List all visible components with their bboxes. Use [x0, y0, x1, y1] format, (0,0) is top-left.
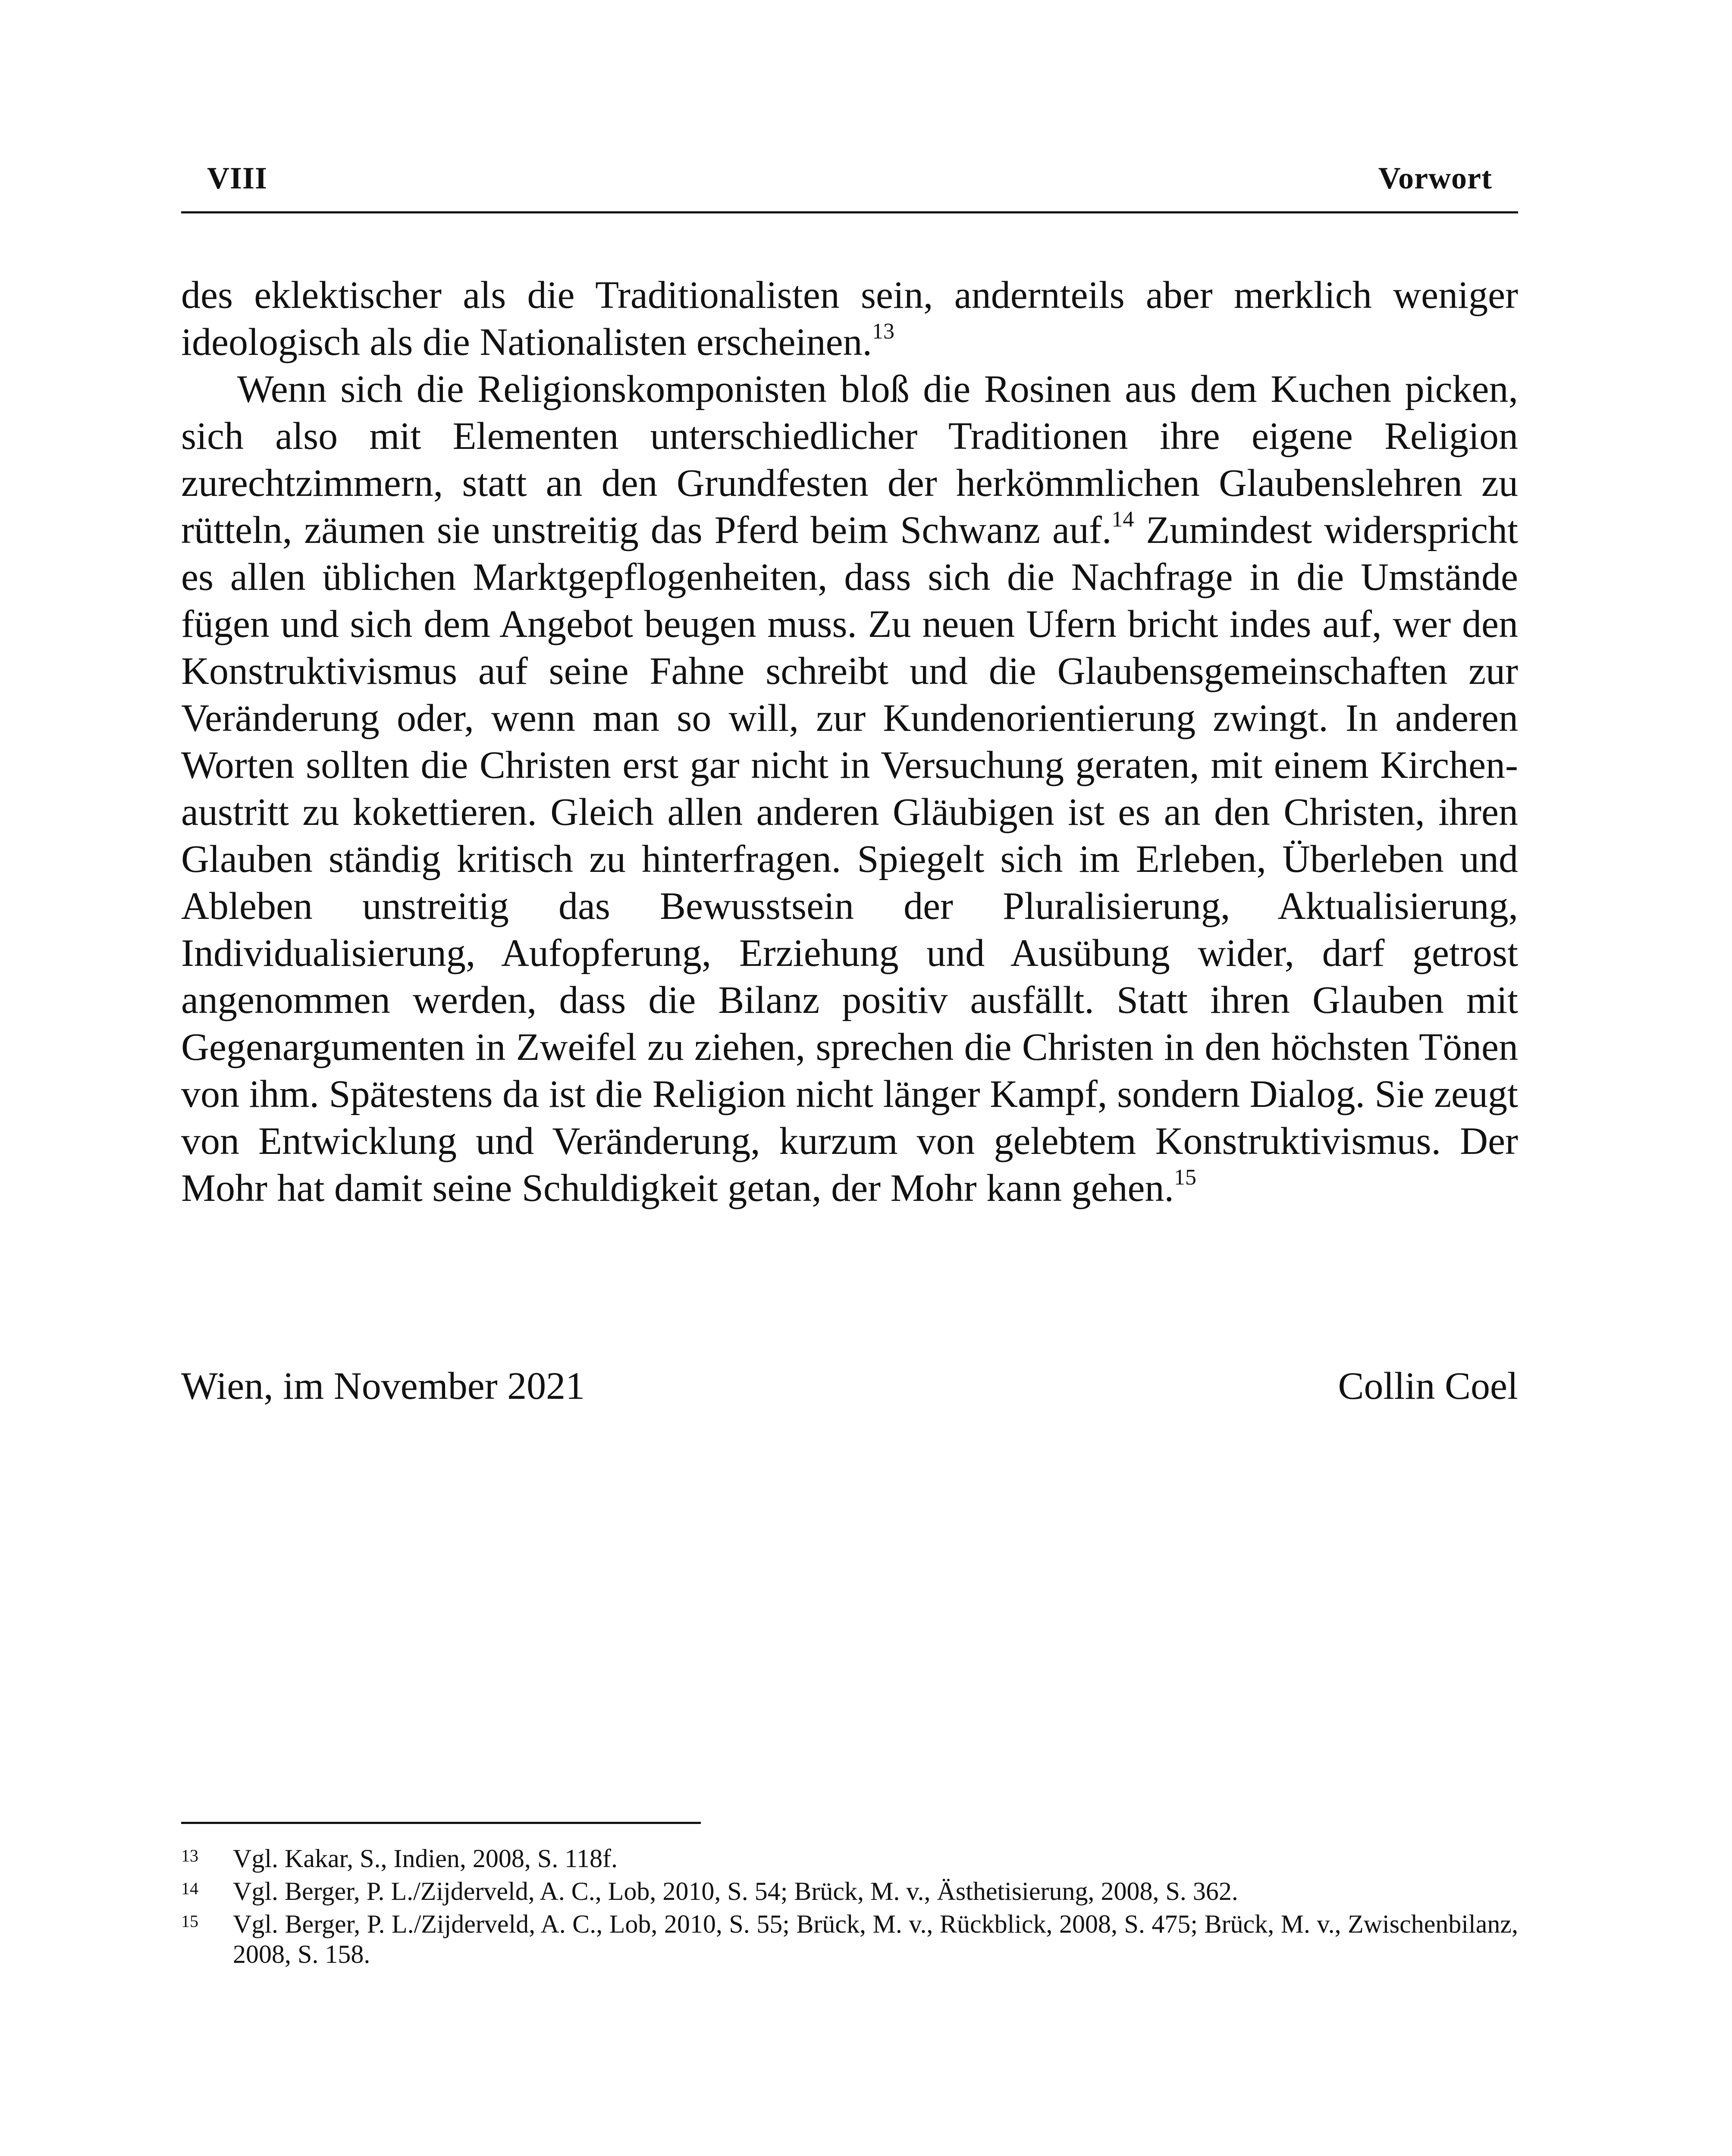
footnote-text: Vgl. Berger, P. L./Zijderveld, A. C., Lob, 2010, S. 54; Brück, M. v., Ästhetisierung, 2008, S. 362. — [233, 1877, 1238, 1905]
paragraph-2-text-a: Wenn sich die Religionskomponisten bloß die Rosinen aus dem Kuchen picken, sich also mit Elementen unterschiedlicher Traditionen ihre eigene Religion zurechtzimmern, statt an den Grundfesten der herkömmlichen Glaubenslehren zu rütteln, zäumen sie unstreitig das Pferd beim Schwanz auf. — [181, 368, 1518, 552]
place-date: Wien, im November 2021 — [181, 1365, 585, 1407]
section-title: Vorwort — [1378, 161, 1492, 195]
paragraph-1-text: des eklektischer als die Traditionalisten sein, andernteils aber merklich weniger ideologisch als die Nationalisten erscheinen. — [181, 274, 1518, 364]
footnotes — [181, 1843, 1518, 1972]
footnote-number: 15 — [181, 1912, 198, 1931]
footnote-number: 14 — [181, 1879, 198, 1898]
footnote-ref-14: 14 — [1111, 507, 1134, 532]
footnote — [181, 1876, 1518, 1906]
body-text — [181, 272, 1518, 1212]
footnote-number: 13 — [181, 1846, 198, 1865]
footnote — [181, 1843, 1518, 1874]
footnote — [181, 1909, 1518, 1969]
paragraph-2 — [181, 366, 1518, 1212]
footnote-ref-13: 13 — [872, 319, 895, 344]
footnote-ref-15: 15 — [1173, 1165, 1196, 1190]
running-header — [181, 160, 1518, 208]
author-name: Collin Coel — [1338, 1365, 1518, 1407]
paragraph-2-text-b: Zumindest widerspricht es allen üblichen Marktgepflogenheiten, dass sich die Nachfrage in die Umstände fügen und sich dem Angebot beugen muss. Zu neuen Ufern bricht indes auf, wer den Konstruktivismus auf seine Fahne schreibt und die Glaubensgemeinschaften zur Veränderung oder, wenn man so will, zur Kundenorientierung zwingt. In anderen Worten sollten die Christen erst gar nicht in Versuchung geraten, mit einem Kirchenaustritt zu kokettieren. Gleich allen anderen Gläubigen ist es an den Christen, ihren Glauben ständig kritisch zu hinterfragen. Spiegelt sich im Erleben, Überleben und Ableben unstreitig das Bewusstsein der Pluralisierung, Aktualisierung, Individualisierung, Aufopferung, Erziehung und Ausübung wider, darf getrost angenommen werden, dass die Bilanz positiv ausfällt. Statt ihren Glauben mit Gegenargumenten in Zweifel zu ziehen, sprechen die Christen in den höchsten Tönen von ihm. Spätestens da ist die Religion nicht länger Kampf, sondern Dialog. Sie zeugt von Entwicklung und Veränderung, kurzum von gelebtem Konstruktivismus. Der Mohr hat damit seine Schuldigkeit getan, der Mohr kann gehen. — [181, 509, 1518, 1210]
page-number: VIII — [207, 161, 268, 195]
paragraph-1 — [181, 272, 1518, 366]
footnote-text: Vgl. Kakar, S., Indien, 2008, S. 118f. — [233, 1844, 618, 1873]
header-rule — [181, 211, 1518, 213]
footnote-rule — [181, 1822, 701, 1824]
footnote-text: Vgl. Berger, P. L./Zijderveld, A. C., Lob, 2010, S. 55; Brück, M. v., Rückblick, 2008, S. 475; Brück, M. v., Zwischenbilanz, 2008, S. 158. — [233, 1910, 1518, 1968]
